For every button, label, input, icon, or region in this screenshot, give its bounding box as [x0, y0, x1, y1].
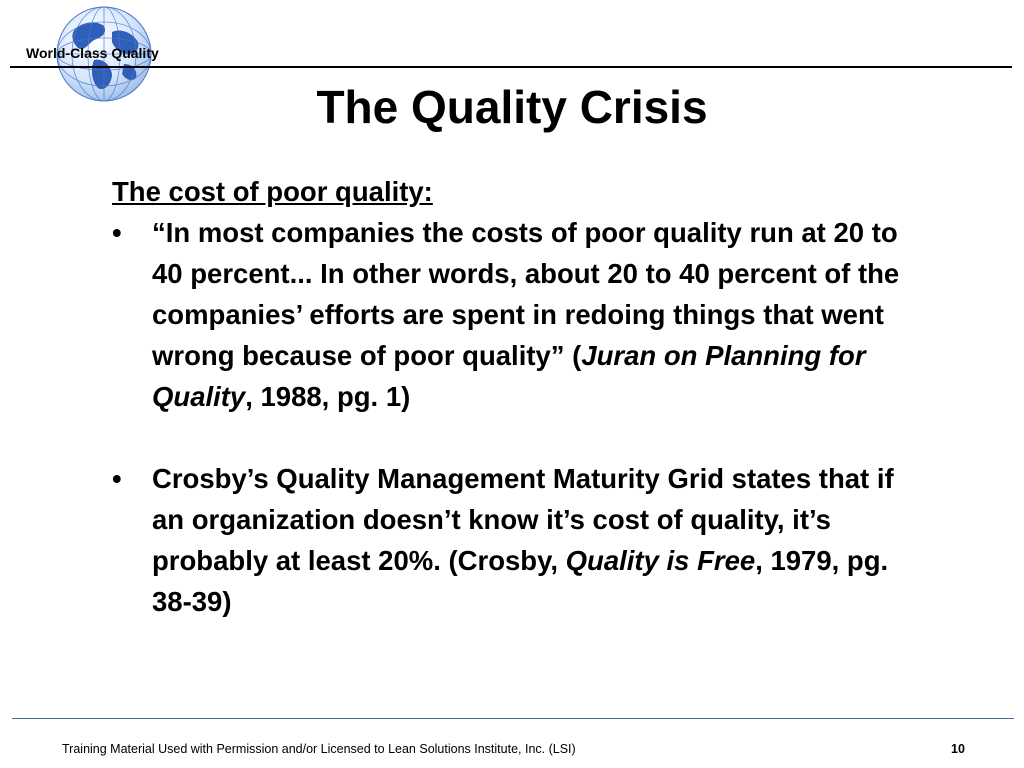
bullet-item — [112, 458, 912, 622]
header-divider — [10, 66, 1012, 68]
bullet-text: Crosby’s Quality Management Maturity Grid states that if an organization doesn’t know it’s cost of quality, it’s probably at least 20%. (Crosby, — [152, 463, 894, 576]
footer-credit: Training Material Used with Permission and/or Licensed to Lean Solutions Institute, Inc. (LSI) — [62, 742, 576, 756]
bullet-text: “In most companies the costs of poor quality run at 20 to 40 percent... In other words, about 20 to 40 percent of the companies’ efforts are spent in redoing things that went wrong because of poor quality” ( — [152, 217, 900, 371]
brand-label: World-Class Quality — [26, 45, 159, 61]
citation-detail: , 1979, pg. 38-39) — [152, 545, 889, 617]
citation-title: Quality is Free — [565, 545, 756, 576]
footer-divider — [12, 718, 1014, 719]
bullet-list — [112, 212, 912, 622]
section-heading: The cost of poor quality: — [112, 176, 433, 207]
citation-title: Juran on Planning for Quality — [152, 340, 866, 412]
bullet-item — [112, 212, 912, 417]
bullet-marker: • — [112, 463, 122, 494]
slide-title: The Quality Crisis — [316, 81, 708, 133]
citation-detail: , 1988, pg. 1) — [245, 381, 411, 412]
slide-body — [112, 172, 912, 622]
bullet-marker: • — [112, 217, 122, 248]
page-number: 10 — [951, 742, 965, 756]
